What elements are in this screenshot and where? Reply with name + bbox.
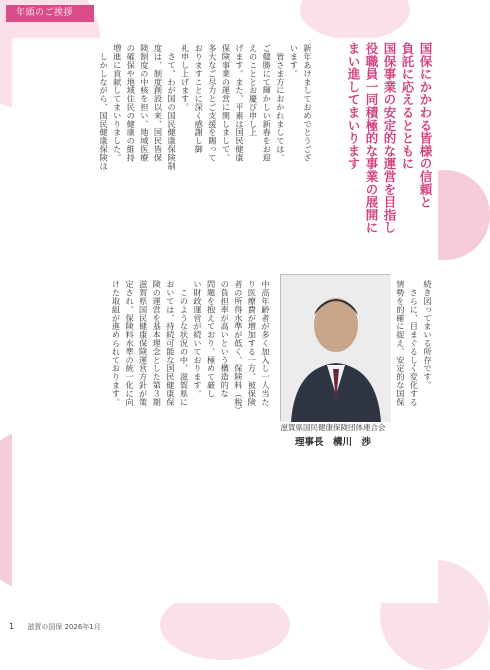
issue-label: 滋賀の国保 2026年1月 bbox=[27, 623, 101, 631]
page-number: 1 bbox=[9, 622, 15, 631]
headline: 国保にかかわる皆様の信頼と 負託に応えるとともに 国保事業の安定的な運営を目指し 役職員一同積極的な事業の展開に まい進してまいります bbox=[346, 42, 433, 234]
page-footer bbox=[9, 622, 101, 632]
body-text-right: 続き図ってまいる所存です。 さらに、目まぐるしく変化する 情勢を的確に捉え、安定的な国保 bbox=[395, 280, 433, 406]
caption-organization: 滋賀県国民健康保険団体連合会 bbox=[280, 423, 386, 432]
chairman-photo bbox=[280, 274, 390, 421]
person-portrait-icon bbox=[281, 275, 391, 422]
caption-name: 理事長 構川 渉 bbox=[294, 437, 371, 448]
bg-blob-decoration bbox=[300, 0, 410, 40]
body-text-lower: 中高年齢者が多く加入し一人当た り医療費が増加する一方、被保険 者の所得水準が低く、保険料（税） の負担率が高いという構造的な 問題を抱えており、極めて厳し い財政運営が続いております。 このような状況の中、滋賀県に おいては、持続可能な国民健康保 険の運営を基本理念とした第３期 滋賀県国民健康保険運営方針が策 定され、保険料水準の統一化に向 けた取組が進められております。 bbox=[111, 280, 271, 415]
body-text-upper: 新年あけましておめでとうござ います。 皆さま方におかれましては、 ご健勝にて輝かしい新春をお迎 えのこととお慶び申し上 げます。また、平素は国民健康 保険事業の運営に関しまして、 多大なご尽力とご支援を賜って おりますことに深く感謝し御 礼申し上げます。 さて、わが国の国民健康保険制 度は、制度創設以来、国民皆保 険制度の中核を担い、地域医療 の確保や地域住民の健康の維持 増進に貢献してまいりました。 しかしながら、国民健康保険は bbox=[99, 44, 313, 170]
section-label: 年頭のご挨拶 bbox=[6, 5, 94, 22]
